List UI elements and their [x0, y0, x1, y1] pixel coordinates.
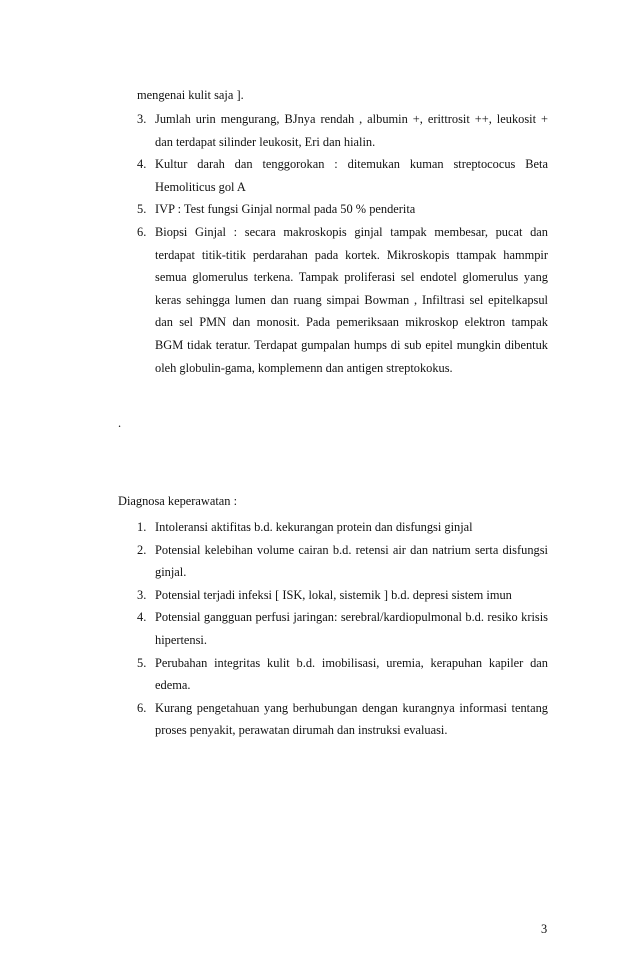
list-number: 4.	[137, 157, 147, 172]
list-item-text: Kurang pengetahuan yang berhubungan dengan kurangnya informasi tentang proses penyakit, perawatan dirumah dan instruksi evaluasi.	[155, 700, 548, 738]
continuation-line: mengenai kulit saja ].	[137, 88, 244, 102]
stray-mark: .	[118, 416, 122, 430]
list-number: 6.	[137, 224, 147, 239]
diagnosis-item-4	[137, 606, 548, 651]
lab-findings-list	[137, 108, 548, 379]
list-item-text: Kultur darah dan tenggorokan : ditemukan kuman streptococus Beta Hemoliticus gol A	[155, 157, 548, 194]
page-number: 3	[541, 922, 548, 936]
diagnosis-item-5	[137, 652, 548, 697]
list-number: 1.	[137, 520, 147, 534]
diagnosis-item-1	[137, 516, 548, 539]
list-number: 2.	[137, 542, 147, 557]
list-item-text: Potensial kelebihan volume cairan b.d. retensi air dan natrium serta disfungsi ginjal.	[155, 542, 548, 580]
list-item-text: IVP : Test fungsi Ginjal normal pada 50 % penderita	[155, 202, 416, 217]
list-item-text: Perubahan integritas kulit b.d. imobilisasi, uremia, kerapuhan kapiler dan edema.	[155, 655, 548, 693]
diagnosis-item-3	[137, 584, 548, 607]
list-number: 5.	[137, 655, 147, 670]
diagnosis-heading: Diagnosa keperawatan :	[118, 494, 238, 508]
lab-item-4	[137, 153, 548, 198]
lab-item-3	[137, 108, 548, 153]
list-number: 3.	[137, 112, 147, 126]
diagnosis-item-6	[137, 697, 548, 742]
list-number: 5.	[137, 202, 147, 217]
list-item-text: Biopsi Ginjal : secara makroskopis ginjal tampak membesar, pucat dan terdapat titik-titik perdarahan pada kortek. Mikroskopis ttampak hammpir semua glomerulus terkena. Tampak proliferasi sel endotel glomerulus yang keras sehingga lumen dan ruang simpai Bowman , Infiltrasi sel epitelkapsul dan sel PMN dan monosit. Pada pemeriksaan mikroskop elektron tampak BGM tidak teratur. Terdapat gumpalan humps di sub epitel mungkin dibentuk oleh globulin-gama, komplemenn dan antigen streptokokus.	[155, 224, 548, 375]
list-item-text: Jumlah urin mengurang, BJnya rendah , albumin +, erittrosit ++, leukosit + dan terdapat silinder leukosit, Eri dan hialin.	[155, 112, 548, 149]
list-number: 6.	[137, 700, 147, 715]
diagnosis-list	[137, 516, 548, 742]
list-number: 4.	[137, 610, 147, 625]
list-item-text: Intoleransi aktifitas b.d. kekurangan protein dan disfungsi ginjal	[155, 520, 473, 534]
lab-item-5	[137, 198, 548, 221]
lab-item-6	[137, 221, 548, 379]
diagnosis-item-2	[137, 539, 548, 584]
list-item-text: Potensial terjadi infeksi [ ISK, lokal, sistemik ] b.d. depresi sistem imun	[155, 587, 512, 602]
list-item-text: Potensial gangguan perfusi jaringan: serebral/kardiopulmonal b.d. resiko krisis hipertensi.	[155, 610, 548, 647]
list-number: 3.	[137, 587, 147, 602]
